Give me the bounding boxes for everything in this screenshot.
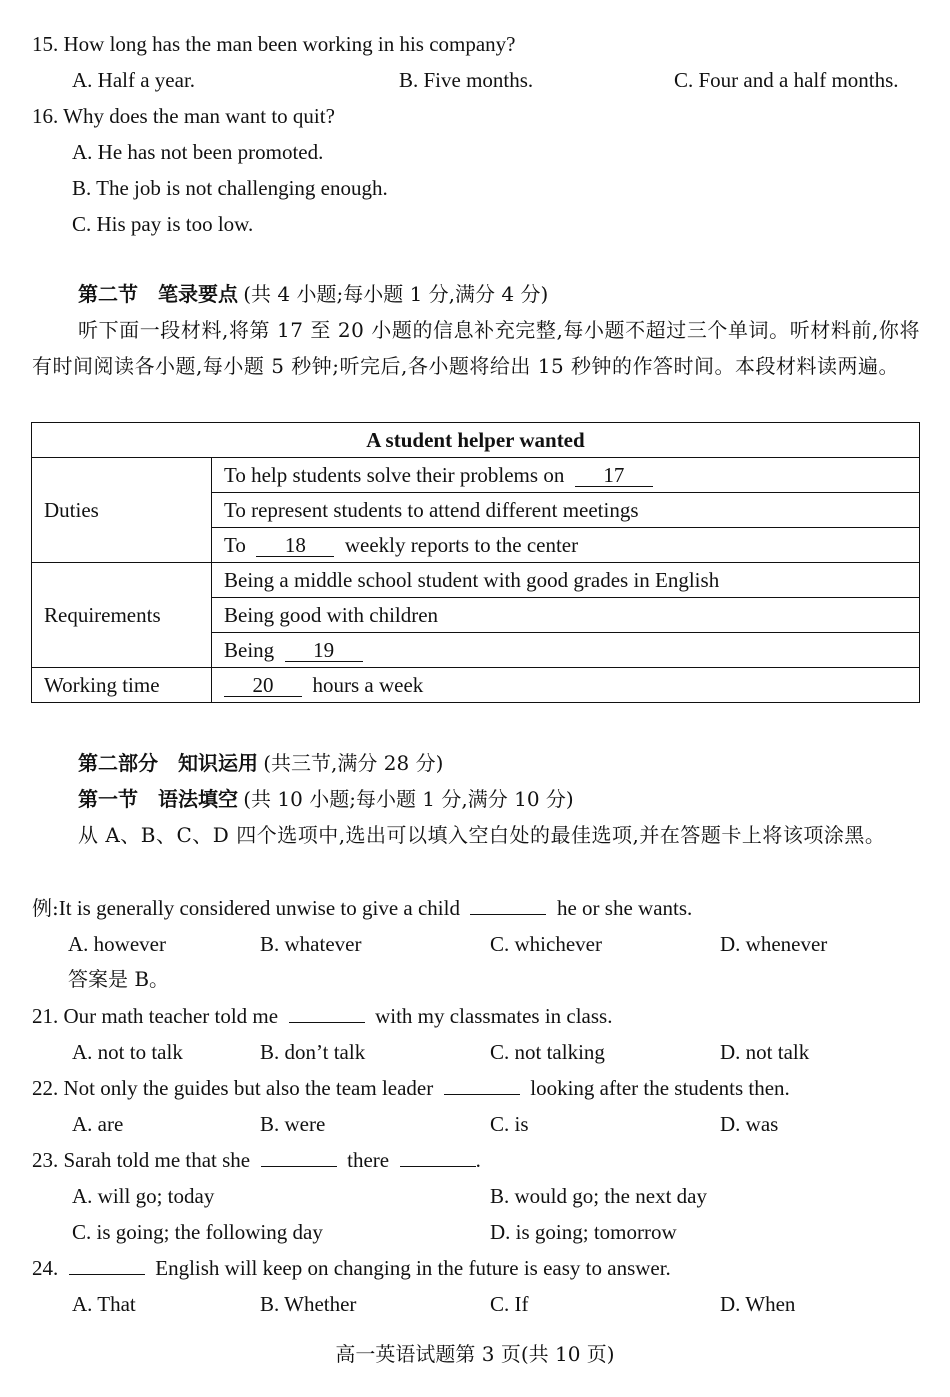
q23-post: .: [475, 1148, 481, 1172]
table-title: A student helper wanted: [32, 423, 920, 458]
q24-stem: [32, 1253, 671, 1283]
q23-blank-2: [400, 1148, 476, 1167]
working-time-post: hours a week: [312, 672, 424, 697]
q23-stem: [32, 1145, 481, 1175]
table-row: [32, 458, 920, 493]
working-time: [212, 668, 920, 703]
q16-option-a: A. He has not been promoted.: [72, 140, 324, 164]
student-helper-table: [31, 422, 920, 703]
q23-options-row1: [0, 1181, 950, 1211]
q24-blank: [69, 1256, 145, 1275]
requirement-1: Being a middle school student with good grades in English: [212, 563, 920, 598]
q23-pre: 23. Sarah told me that she: [32, 1148, 251, 1172]
page-footer: 高一英语试题第 3 页(共 10 页): [335, 1342, 615, 1366]
q24-option-c: C. If: [490, 1292, 529, 1316]
part2-heading: 第二部分 知识运用: [78, 751, 258, 775]
requirement-3: [212, 633, 920, 668]
q23-blank-1: [261, 1148, 337, 1167]
table-row: [32, 668, 920, 703]
section2-heading-line: [78, 279, 548, 309]
duty-1: [212, 458, 920, 493]
q23-mid: there: [347, 1148, 390, 1172]
requirement-2: Being good with children: [212, 598, 920, 633]
duty-2: To represent students to attend different meetings: [212, 493, 920, 528]
q22-option-b: B. were: [260, 1112, 326, 1136]
q15-option-a: A. Half a year.: [72, 68, 196, 92]
blank-17: 17: [575, 464, 653, 487]
section2-heading: 第二节 笔录要点: [78, 282, 238, 306]
part2-sec1-heading: 第一节 语法填空: [78, 787, 238, 811]
q22-post: looking after the students then.: [530, 1076, 790, 1100]
duties-label: Duties: [32, 458, 212, 563]
example-options: [0, 929, 950, 959]
duty-1-text: To help students solve their problems on: [224, 462, 565, 487]
example-post: he or she wants.: [556, 896, 693, 920]
example-option-a: A. however: [68, 932, 166, 956]
q22-option-c: C. is: [490, 1112, 529, 1136]
q21-options: [0, 1037, 950, 1067]
q23-option-c: C. is going; the following day: [72, 1220, 323, 1244]
q16-stem: 16. Why does the man want to quit?: [32, 104, 335, 128]
requirement-3-pre: Being: [224, 637, 275, 662]
part2-sec1-heading-line: [78, 784, 574, 814]
blank-18: 18: [256, 534, 334, 557]
working-time-label: Working time: [32, 668, 212, 703]
q15-stem: 15. How long has the man been working in his company?: [32, 32, 516, 56]
q21-option-d: D. not talk: [720, 1040, 810, 1064]
q24-option-a: A. That: [72, 1292, 136, 1316]
q23-option-b: B. would go; the next day: [490, 1184, 707, 1208]
table-title-row: [32, 423, 920, 458]
example-option-d: D. whenever: [720, 932, 828, 956]
q16-option-c: C. His pay is too low.: [72, 212, 254, 236]
blank-20: 20: [224, 674, 302, 697]
example-option-c: C. whichever: [490, 932, 602, 956]
q24-post: English will keep on changing in the future is easy to answer.: [155, 1256, 671, 1280]
blank-19: 19: [285, 639, 363, 662]
q21-stem: [32, 1001, 612, 1031]
duty-3-post: weekly reports to the center: [344, 532, 579, 557]
part2-note: (共三节,满分 28 分): [263, 751, 444, 775]
example-stem: [32, 893, 692, 923]
q15-option-b: B. Five months.: [399, 68, 534, 92]
example-label: 例:: [32, 896, 59, 920]
q16-option-b: B. The job is not challenging enough.: [72, 176, 388, 200]
q21-option-c: C. not talking: [490, 1040, 605, 1064]
example-pre: It is generally considered unwise to give a child: [58, 896, 460, 920]
part2-instructions: 从 A、B、C、D 四个选项中,选出可以填入空白处的最佳选项,并在答题卡上将该项涂黑。: [78, 823, 886, 847]
q15-option-c: C. Four and a half months.: [674, 68, 899, 92]
q21-option-a: A. not to talk: [72, 1040, 183, 1064]
section2-instructions: 听下面一段材料,将第 17 至 20 小题的信息补充完整,每小题不超过三个单词。听材料前,你将有时间阅读各小题,每小题 5 秒钟;听完后,各小题将给出 15 秒钟的作答时间。本段材料读两遍。: [32, 318, 920, 378]
example-blank: [470, 896, 546, 915]
duty-3: [212, 528, 920, 563]
q23-option-d: D. is going; tomorrow: [490, 1220, 677, 1244]
q23-options-row2: [0, 1217, 950, 1247]
part2-sec1-note: (共 10 小题;每小题 1 分,满分 10 分): [243, 787, 574, 811]
q24-option-b: B. Whether: [260, 1292, 357, 1316]
example-answer: 答案是 B。: [68, 967, 170, 991]
q23-option-a: A. will go; today: [72, 1184, 215, 1208]
section2-note: (共 4 小题;每小题 1 分,满分 4 分): [243, 282, 549, 306]
q22-blank: [444, 1076, 520, 1095]
q24-options: [0, 1289, 950, 1319]
q21-post: with my classmates in class.: [375, 1004, 613, 1028]
q22-stem: [32, 1073, 790, 1103]
q24-pre: 24.: [32, 1256, 59, 1280]
q21-option-b: B. don’t talk: [260, 1040, 366, 1064]
requirements-label: Requirements: [32, 563, 212, 668]
part2-heading-line: [78, 748, 443, 778]
q21-pre: 21. Our math teacher told me: [32, 1004, 279, 1028]
q22-pre: 22. Not only the guides but also the team leader: [32, 1076, 434, 1100]
q24-option-d: D. When: [720, 1292, 796, 1316]
duty-3-pre: To: [224, 532, 246, 557]
example-option-b: B. whatever: [260, 932, 362, 956]
q22-option-a: A. are: [72, 1112, 124, 1136]
table-row: [32, 563, 920, 598]
q21-blank: [289, 1004, 365, 1023]
q22-options: [0, 1109, 950, 1139]
q22-option-d: D. was: [720, 1112, 779, 1136]
